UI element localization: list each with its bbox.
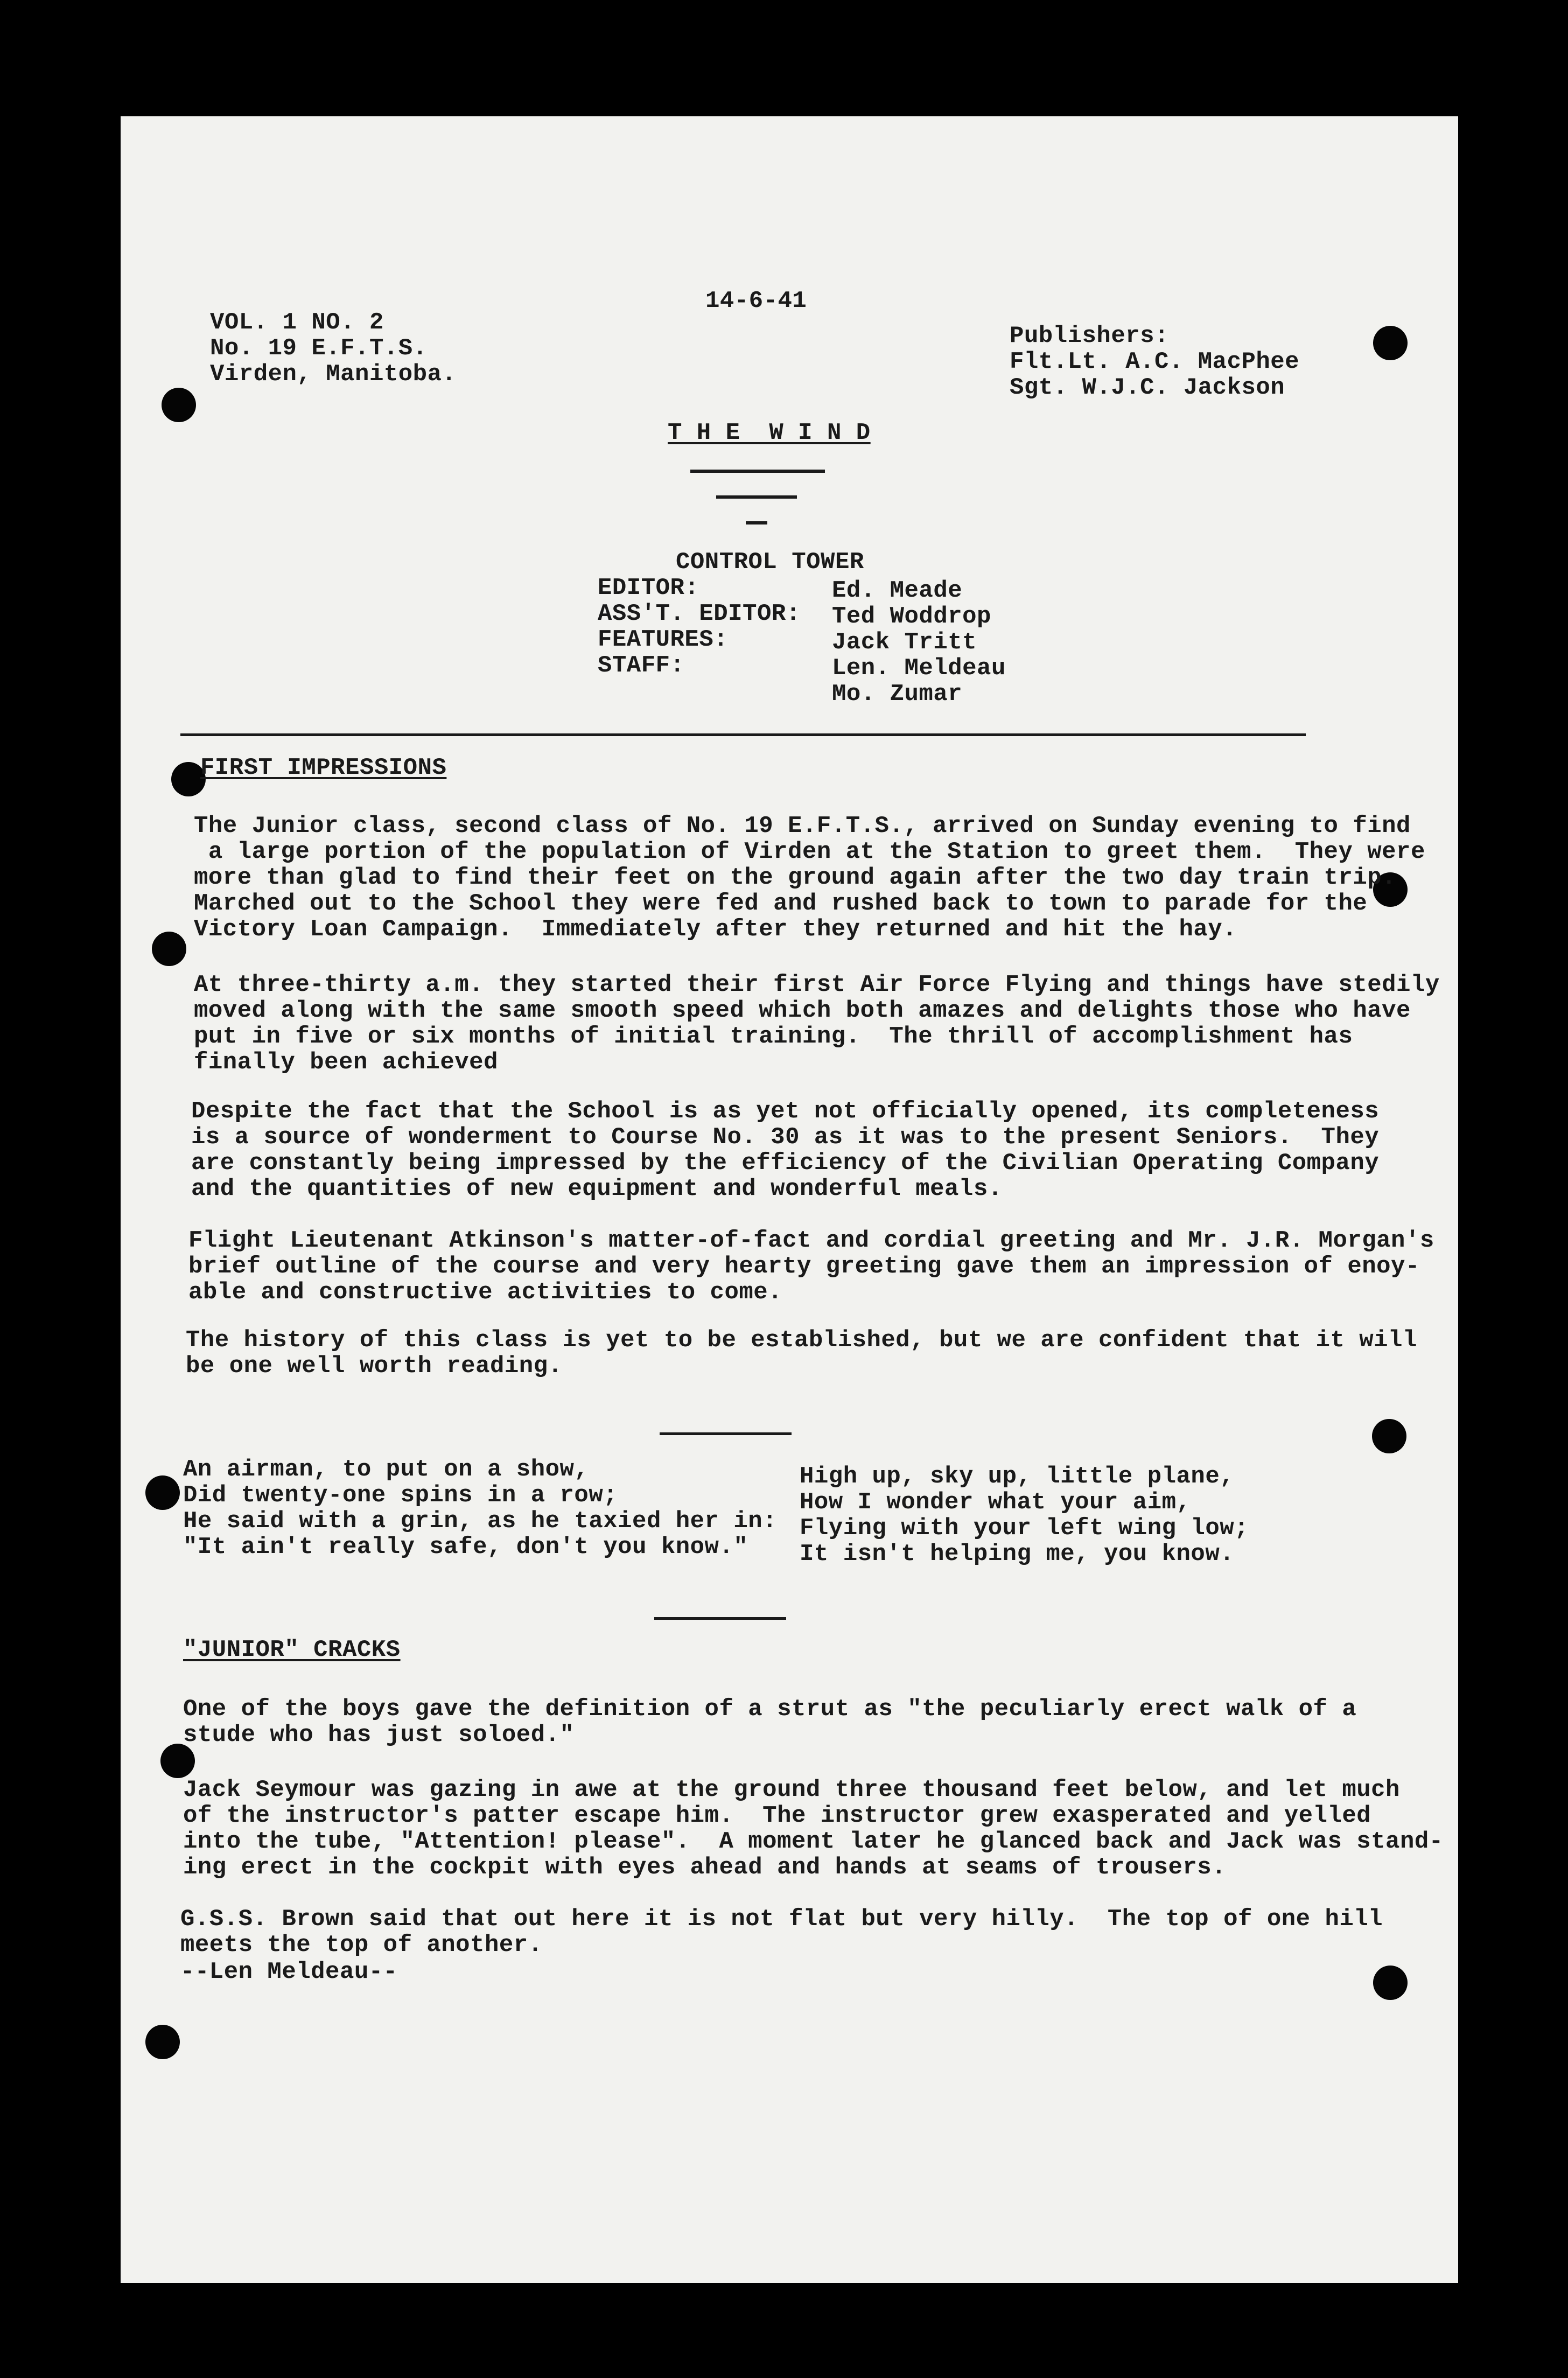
first-impressions-paragraph: Flight Lieutenant Atkinson's matter-of-fact and cordial greeting and Mr. J.R. Morgan's brief outline of the course and very hearty greeting gave them an impression of enoy- able and constructive activities to come. [188, 1227, 1434, 1306]
punch-hole [162, 388, 196, 422]
poem-divider-top [660, 1432, 792, 1435]
first-impressions-paragraph: The Junior class, second class of No. 19 E.F.T.S., arrived on Sunday evening to find a large portion of the population of Virden at the Station to greet them. They were more than glad to find their feet on the ground again after the two day train trip. Marched out to the School they were fed and rushed back to town to parade for the Victory Loan Campaign. Immediately after they returned and hit the hay. [194, 813, 1425, 943]
junior-cracks-heading: "JUNIOR" CRACKS [183, 1636, 401, 1663]
first-impressions-heading: FIRST IMPRESSIONS [200, 754, 447, 781]
punch-hole [145, 1475, 180, 1510]
masthead-name: Len. Meldeau [832, 655, 1006, 682]
masthead-heading: CONTROL TOWER [676, 549, 864, 576]
masthead-name: Jack Tritt [832, 629, 977, 656]
title-rule-2 [716, 495, 797, 499]
section-divider [180, 733, 1306, 736]
title-rule-1 [690, 470, 825, 473]
punch-hole [1372, 1419, 1406, 1453]
junior-cracks-paragraph: One of the boys gave the definition of a strut as "the peculiarly erect walk of a stude who has just soloed." [183, 1696, 1357, 1748]
masthead-name: Ted Woddrop [832, 603, 991, 630]
junior-cracks-paragraph: Jack Seymour was gazing in awe at the ground three thousand feet below, and let much of the instructor's patter escape him. The instructor grew exasperated and yelled into the tube, "Attention! please". A moment later he glanced back and Jack was stand- ing erect in the cockpit with eyes ahead and hands at seams of trousers. [183, 1776, 1444, 1881]
poem-right: High up, sky up, little plane, How I wonder what your aim, Flying with your left wing low; It isn't helping me, you know. [800, 1463, 1249, 1568]
poem-divider-bottom [654, 1617, 786, 1620]
junior-cracks-paragraph: G.S.S. Brown said that out here it is not flat but very hilly. The top of one hill meets the top of another. [180, 1906, 1383, 1959]
publisher-1: Flt.Lt. A.C. MacPhee [1010, 348, 1300, 375]
publisher-2: Sgt. W.J.C. Jackson [1010, 374, 1285, 401]
masthead-name: Mo. Zumar [832, 681, 963, 708]
punch-hole [1373, 1966, 1408, 2000]
title-rule-3 [746, 521, 767, 524]
masthead-role: ASS'T. EDITOR: [598, 600, 801, 627]
first-impressions-paragraph: The history of this class is yet to be established, but we are confident that it will be one well worth reading. [186, 1327, 1417, 1380]
newsletter-title: T H E W I N D [668, 419, 871, 446]
school-name: No. 19 E.F.T.S. [210, 335, 428, 362]
volume-number: VOL. 1 NO. 2 [210, 309, 384, 336]
masthead-name: Ed. Meade [832, 577, 963, 604]
punch-hole [145, 2025, 180, 2059]
punch-hole [1373, 326, 1408, 360]
first-impressions-paragraph: Despite the fact that the School is as yet not officially opened, its completeness is a source of wonderment to Course No. 30 as it was to the present Seniors. They are constantly being impressed by the efficiency of the Civilian Operating Company and the quantities of new equipment and wonderful meals. [191, 1098, 1380, 1202]
issue-date: 14-6-41 [705, 288, 807, 314]
punch-hole [160, 1744, 195, 1778]
publishers-label: Publishers: [1010, 323, 1169, 349]
location: Virden, Manitoba. [210, 361, 457, 388]
masthead-role: EDITOR: [598, 575, 699, 602]
first-impressions-paragraph: At three-thirty a.m. they started their first Air Force Flying and things have stedily moved along with the same smooth speed which both amazes and delights those who have put in five or six months of initial training. The thrill of accomplishment has finally been achieved [194, 971, 1440, 1076]
masthead-role: FEATURES: [598, 626, 729, 653]
poem-left: An airman, to put on a show, Did twenty-one spins in a row; He said with a grin, as he taxied her in: "It ain't really safe, don't you know." [183, 1456, 778, 1561]
masthead-role: STAFF: [598, 652, 685, 679]
punch-hole [152, 932, 186, 966]
author-signature: --Len Meldeau-- [180, 1959, 398, 1985]
